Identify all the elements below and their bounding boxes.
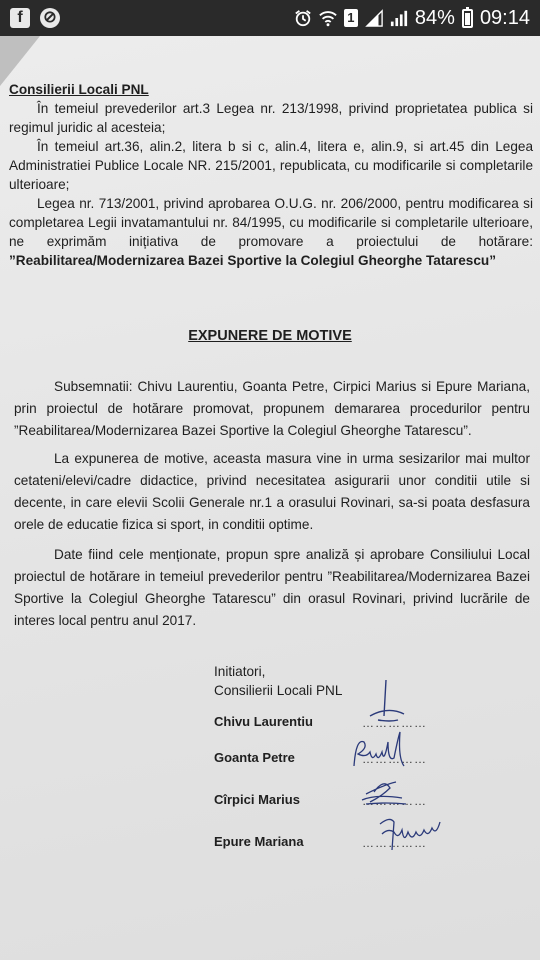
signatory-name-1: Chivu Laurentiu bbox=[214, 714, 313, 729]
app-notification-icon[interactable]: ⊘ bbox=[40, 8, 60, 28]
signatory-name-2: Goanta Petre bbox=[214, 750, 295, 765]
legal-preamble bbox=[9, 80, 533, 270]
paragraph-text: Subsemnatii: Chivu Laurentiu, Goanta Petre, Cirpici Marius si Epure Mariana, prin proiectul de hotărare promovat, propunem demararea procedurilor pentru ”Reabilitarea/Modernizarea Bazei Sportive la Colegiul Gheorghe Tatarescu”. bbox=[14, 379, 530, 438]
facebook-notification-icon[interactable]: f bbox=[10, 8, 30, 28]
motive-paragraph-2 bbox=[14, 448, 530, 536]
legal-basis-2: În temeiul art.36, alin.2, litera b si c, alin.4, litera e, alin.9, si art.45 din Legea Administratiei Publice Locale NR. 215/2001, republicata, cu modificarile si completarile ulterioare; bbox=[9, 139, 533, 192]
sim-indicator: 1 bbox=[344, 9, 358, 27]
clock: 09:14 bbox=[479, 6, 530, 29]
signatory-name-4: Epure Mariana bbox=[214, 834, 304, 849]
signature-cirpici bbox=[356, 774, 412, 808]
signature-line-3: …………… bbox=[362, 794, 427, 808]
notification-icons bbox=[10, 7, 60, 29]
paragraph-text: La expunerea de motive, aceasta masura vine in urma sesizarilor mai multor cetateni/elevi/cadre didactice, privind necesitatea asigurarii unor conditii utile si decente, in care elevii Scolii Generale nr.1 a orasului Rovinari, sa-si poata desfasura orele de educatie fizica si sport, in conditii optime. bbox=[14, 451, 530, 532]
issuer-heading: Consilierii Locali PNL bbox=[9, 82, 149, 97]
motive-title: EXPUNERE DE MOTIVE bbox=[188, 328, 352, 344]
legal-basis-3 bbox=[9, 194, 533, 270]
battery-icon bbox=[462, 9, 473, 28]
battery-percent: 84% bbox=[414, 6, 455, 29]
legal-basis-3-text: Legea nr. 713/2001, privind aprobarea O.U.G. nr. 206/2000, pentru modificarea si completarea Legii invatamantului nr. 84/1995, cu modificarile si completarile ulterioare, ne exprimăm inițiativa de promovare a proiectului de hotărare: bbox=[9, 196, 533, 249]
alarm-icon bbox=[294, 9, 312, 27]
signature-goanta bbox=[350, 728, 408, 776]
page-fold bbox=[0, 36, 40, 86]
paragraph-text: Date fiind cele menționate, propun spre analiză și aprobare Consiliului Local proiectul de hotărare in temeiul prevederilor pentru ”Reabilitarea/Modernizarea Bazei Sportive la Colegiul Gheorghe Tatarescu” din orasul Rovinari, privind lucrările de interes local pentru anul 2017. bbox=[14, 547, 530, 628]
signature-chivu bbox=[364, 676, 414, 730]
system-icons bbox=[294, 0, 530, 36]
signal-bars-icon bbox=[390, 9, 408, 27]
motive-paragraph-3 bbox=[14, 544, 530, 632]
initiators-group: Consilierii Locali PNL bbox=[214, 683, 343, 698]
signal-icon bbox=[365, 9, 383, 27]
project-title: ”Reabilitarea/Modernizarea Bazei Sportive la Colegiul Gheorghe Tatarescu” bbox=[9, 253, 496, 268]
signature-line-2: …………… bbox=[362, 752, 427, 766]
signatory-name-3: Cîrpici Marius bbox=[214, 792, 300, 807]
initiators-block bbox=[214, 662, 342, 700]
legal-basis-1: În temeiul prevederilor art.3 Legea nr. 213/1998, privind proprietatea publica si regimul juridic al acesteia; bbox=[9, 101, 533, 135]
signature-epure bbox=[374, 810, 444, 860]
signature-line-1: …………… bbox=[362, 716, 427, 730]
wifi-icon bbox=[319, 9, 337, 27]
signature-line-4: …………… bbox=[362, 836, 427, 850]
status-bar bbox=[0, 0, 540, 36]
initiators-label: Initiatori, bbox=[214, 664, 266, 679]
motive-paragraph-1 bbox=[14, 376, 530, 442]
